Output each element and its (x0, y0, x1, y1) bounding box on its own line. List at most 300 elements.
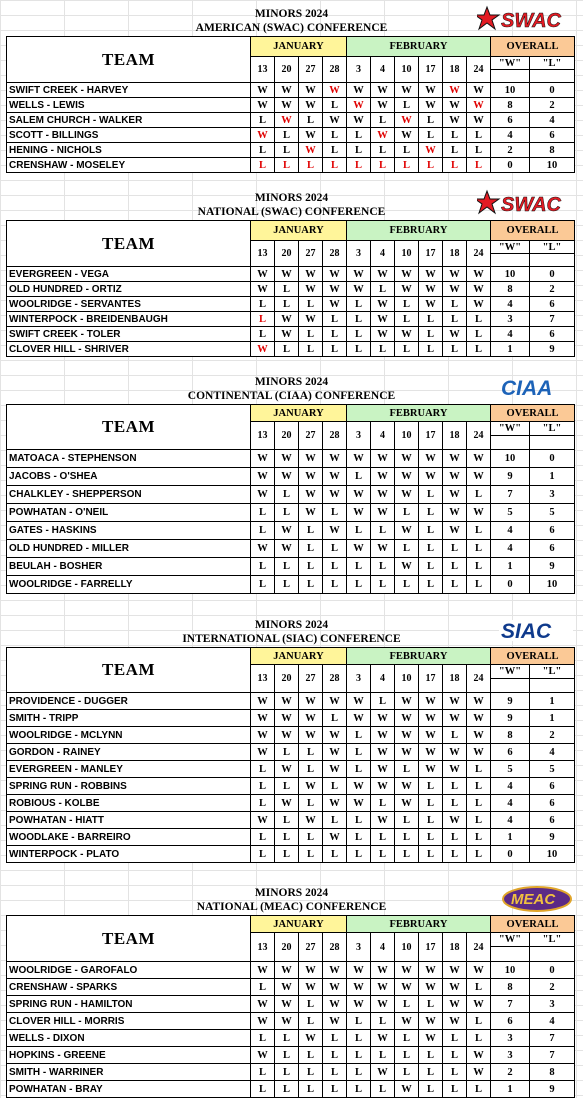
svg-text:MEAC: MEAC (511, 891, 556, 908)
team-name: BEULAH - BOSHER (7, 558, 251, 576)
game-result: W (299, 962, 323, 979)
game-result: L (395, 1064, 419, 1081)
conference-section (0, 616, 583, 863)
team-name: WELLS - LEWIS (7, 98, 251, 113)
conference-name: NATIONAL (SWAC) CONFERENCE (197, 206, 386, 218)
game-result: W (323, 693, 347, 710)
game-result: L (347, 576, 371, 594)
day-header: 27 (299, 241, 323, 267)
wins-total: 6 (491, 113, 530, 128)
losses-total: 7 (530, 312, 575, 327)
game-result: L (299, 1064, 323, 1081)
game-result: L (299, 846, 323, 863)
game-result: L (275, 1081, 299, 1098)
game-result: L (395, 342, 419, 357)
game-result: W (299, 504, 323, 522)
game-result: W (347, 979, 371, 996)
game-result: L (395, 1047, 419, 1064)
game-result: L (395, 761, 419, 778)
game-result: L (395, 996, 419, 1013)
game-result: W (395, 486, 419, 504)
game-result: W (275, 450, 299, 468)
game-result: W (443, 327, 467, 342)
wins-total: 6 (491, 1013, 530, 1030)
game-result: W (419, 744, 443, 761)
table-row (7, 312, 575, 327)
team-name: EVERGREEN - VEGA (7, 267, 251, 282)
team-name: JACOBS - O'SHEA (7, 468, 251, 486)
game-result: W (299, 83, 323, 98)
game-result: W (371, 504, 395, 522)
losses-total: 9 (530, 342, 575, 357)
table-row (7, 727, 575, 744)
team-name: OLD HUNDRED - MILLER (7, 540, 251, 558)
game-result: W (323, 83, 347, 98)
game-result: W (323, 727, 347, 744)
day-header: 4 (371, 241, 395, 267)
game-result: W (395, 450, 419, 468)
losses-total: 0 (530, 450, 575, 468)
team-name: EVERGREEN - MANLEY (7, 761, 251, 778)
game-result: L (347, 297, 371, 312)
february-header: FEBRUARY (347, 37, 491, 57)
game-result: L (299, 342, 323, 357)
game-result: W (251, 962, 275, 979)
day-header: 10 (395, 241, 419, 267)
section-title: MINORS 2024 (254, 376, 329, 388)
game-result: W (251, 812, 275, 829)
game-result: L (347, 761, 371, 778)
game-result: W (323, 282, 347, 297)
overall-header: OVERALL (491, 916, 575, 933)
game-result: L (251, 829, 275, 846)
day-header: 3 (347, 422, 371, 450)
table-row (7, 1047, 575, 1064)
day-header: 4 (371, 665, 395, 693)
game-result: W (371, 128, 395, 143)
game-result: L (299, 996, 323, 1013)
game-result: W (323, 829, 347, 846)
game-result: W (371, 297, 395, 312)
game-result: L (323, 1030, 347, 1047)
day-header: 17 (419, 422, 443, 450)
game-result: W (299, 727, 323, 744)
game-result: W (371, 727, 395, 744)
game-result: L (299, 297, 323, 312)
game-result: W (419, 962, 443, 979)
losses-total: 1 (530, 693, 575, 710)
table-row (7, 558, 575, 576)
game-result: W (275, 312, 299, 327)
team-name: CLOVER HILL - MORRIS (7, 1013, 251, 1030)
game-result: L (275, 128, 299, 143)
game-result: W (443, 979, 467, 996)
game-result: W (395, 522, 419, 540)
losses-total: 9 (530, 558, 575, 576)
wins-total: 5 (491, 504, 530, 522)
game-result: W (443, 113, 467, 128)
game-result: W (395, 113, 419, 128)
day-header: 10 (395, 57, 419, 83)
team-name: POWHATAN - HIATT (7, 812, 251, 829)
losses-total: 2 (530, 282, 575, 297)
game-result: W (323, 761, 347, 778)
game-result: L (419, 342, 443, 357)
day-header: 3 (347, 665, 371, 693)
losses-total: 6 (530, 795, 575, 812)
game-result: L (371, 113, 395, 128)
standings-table (6, 647, 575, 863)
wins-header: "W" (491, 57, 530, 70)
header-spacer-cell (530, 70, 575, 83)
game-result: L (323, 812, 347, 829)
losses-total: 5 (530, 761, 575, 778)
game-result: L (299, 1081, 323, 1098)
table-row (7, 342, 575, 357)
game-result: L (467, 558, 491, 576)
day-header: 17 (419, 665, 443, 693)
game-result: L (371, 1013, 395, 1030)
table-row (7, 1064, 575, 1081)
game-result: W (443, 1013, 467, 1030)
game-result: L (251, 846, 275, 863)
game-result: L (419, 996, 443, 1013)
day-header: 18 (443, 241, 467, 267)
losses-total: 2 (530, 979, 575, 996)
game-result: L (419, 486, 443, 504)
day-header: 13 (251, 241, 275, 267)
game-result: W (395, 327, 419, 342)
day-header: 18 (443, 933, 467, 962)
wins-total: 9 (491, 710, 530, 727)
day-header: 28 (323, 422, 347, 450)
game-result: L (323, 504, 347, 522)
table-row (7, 143, 575, 158)
game-result: W (299, 450, 323, 468)
game-result: W (419, 693, 443, 710)
table-row (7, 962, 575, 979)
game-result: L (419, 312, 443, 327)
game-result: W (443, 996, 467, 1013)
game-result: L (371, 576, 395, 594)
game-result: W (323, 962, 347, 979)
day-header: 28 (323, 665, 347, 693)
conference-name: CONTINENTAL (CIAA) CONFERENCE (187, 390, 396, 402)
game-result: L (419, 778, 443, 795)
game-result: L (419, 576, 443, 594)
game-result: W (251, 996, 275, 1013)
game-result: L (395, 312, 419, 327)
game-result: W (467, 727, 491, 744)
game-result: L (323, 327, 347, 342)
header-spacer-cell (530, 436, 575, 450)
game-result: W (251, 450, 275, 468)
day-header: 27 (299, 665, 323, 693)
game-result: W (395, 979, 419, 996)
table-row (7, 450, 575, 468)
svg-text:SWAC: SWAC (501, 194, 561, 216)
game-result: L (467, 812, 491, 829)
wins-total: 9 (491, 693, 530, 710)
section-title: MINORS 2024 (254, 8, 329, 20)
losses-total: 1 (530, 468, 575, 486)
overall-header: OVERALL (491, 37, 575, 57)
table-row (7, 693, 575, 710)
game-result: W (371, 979, 395, 996)
day-header: 27 (299, 933, 323, 962)
game-result: L (323, 1081, 347, 1098)
day-header: 3 (347, 933, 371, 962)
wins-total: 1 (491, 1081, 530, 1098)
day-header: 13 (251, 57, 275, 83)
game-result: W (251, 693, 275, 710)
game-result: W (299, 267, 323, 282)
game-result: L (299, 744, 323, 761)
wins-total: 2 (491, 1064, 530, 1081)
game-result: L (275, 143, 299, 158)
game-result: W (299, 312, 323, 327)
game-result: W (347, 83, 371, 98)
game-result: W (347, 778, 371, 795)
game-result: W (299, 979, 323, 996)
header-spacer-cell (530, 947, 575, 962)
game-result: W (275, 710, 299, 727)
game-result: L (299, 558, 323, 576)
game-result: L (275, 342, 299, 357)
game-result: W (443, 744, 467, 761)
game-result: W (323, 522, 347, 540)
game-result: L (443, 558, 467, 576)
wins-total: 4 (491, 327, 530, 342)
wins-total: 1 (491, 829, 530, 846)
game-result: W (275, 761, 299, 778)
day-header: 10 (395, 933, 419, 962)
team-header: TEAM (7, 37, 251, 83)
game-result: L (251, 327, 275, 342)
game-result: W (299, 778, 323, 795)
game-result: W (467, 504, 491, 522)
game-result: L (371, 558, 395, 576)
game-result: W (323, 486, 347, 504)
section-title: MINORS 2024 (254, 887, 329, 899)
game-result: W (419, 468, 443, 486)
overall-header: OVERALL (491, 648, 575, 665)
game-result: L (251, 312, 275, 327)
header-spacer-cell (491, 436, 530, 450)
game-result: W (443, 962, 467, 979)
game-result: W (275, 327, 299, 342)
game-result: L (419, 540, 443, 558)
game-result: L (419, 846, 443, 863)
game-result: W (419, 83, 443, 98)
game-result: W (395, 962, 419, 979)
game-result: W (467, 744, 491, 761)
wins-total: 8 (491, 282, 530, 297)
game-result: L (347, 522, 371, 540)
game-result: W (467, 113, 491, 128)
game-result: W (443, 522, 467, 540)
game-result: W (275, 795, 299, 812)
svg-text:SWAC: SWAC (501, 10, 561, 32)
game-result: W (443, 450, 467, 468)
game-result: W (371, 744, 395, 761)
team-name: GATES - HASKINS (7, 522, 251, 540)
game-result: L (299, 576, 323, 594)
game-result: L (419, 1047, 443, 1064)
game-result: L (347, 1081, 371, 1098)
game-result: L (347, 143, 371, 158)
game-result: L (371, 158, 395, 173)
day-header: 3 (347, 57, 371, 83)
day-header: 17 (419, 241, 443, 267)
game-result: W (467, 267, 491, 282)
game-result: L (323, 576, 347, 594)
wins-total: 8 (491, 979, 530, 996)
game-result: W (275, 83, 299, 98)
game-result: L (347, 558, 371, 576)
conference-name: AMERICAN (SWAC) CONFERENCE (195, 22, 388, 34)
game-result: L (251, 1081, 275, 1098)
game-result: W (251, 98, 275, 113)
game-result: W (395, 267, 419, 282)
team-name: SPRING RUN - HAMILTON (7, 996, 251, 1013)
losses-total: 6 (530, 128, 575, 143)
game-result: W (395, 710, 419, 727)
standings-table (6, 915, 575, 1098)
game-result: L (251, 113, 275, 128)
game-result: W (275, 522, 299, 540)
game-result: L (443, 1030, 467, 1047)
losses-total: 4 (530, 744, 575, 761)
game-result: W (251, 267, 275, 282)
team-name: ROBIOUS - KOLBE (7, 795, 251, 812)
game-result: L (467, 522, 491, 540)
game-result: W (275, 113, 299, 128)
game-result: W (347, 282, 371, 297)
game-result: L (347, 727, 371, 744)
wins-total: 6 (491, 744, 530, 761)
game-result: L (251, 1030, 275, 1047)
game-result: L (467, 778, 491, 795)
game-result: L (443, 342, 467, 357)
day-header: 20 (275, 665, 299, 693)
game-result: W (275, 962, 299, 979)
overall-header: OVERALL (491, 405, 575, 422)
game-result: W (251, 468, 275, 486)
game-result: L (395, 812, 419, 829)
game-result: W (467, 1047, 491, 1064)
game-result: W (467, 450, 491, 468)
game-result: L (371, 693, 395, 710)
month-header-row (7, 37, 575, 57)
game-result: L (467, 342, 491, 357)
losses-header: "L" (530, 665, 575, 679)
team-name: SWIFT CREEK - HARVEY (7, 83, 251, 98)
game-result: L (251, 979, 275, 996)
game-result: L (275, 486, 299, 504)
game-result: L (371, 829, 395, 846)
game-result: W (275, 693, 299, 710)
game-result: W (467, 297, 491, 312)
day-header: 17 (419, 57, 443, 83)
game-result: W (299, 486, 323, 504)
january-header: JANUARY (251, 221, 347, 241)
game-result: W (275, 979, 299, 996)
game-result: L (443, 1081, 467, 1098)
game-result: L (299, 761, 323, 778)
team-name: WOOLRIDGE - FARRELLY (7, 576, 251, 594)
wins-total: 4 (491, 128, 530, 143)
losses-total: 3 (530, 996, 575, 1013)
game-result: W (395, 128, 419, 143)
day-header: 27 (299, 422, 323, 450)
game-result: W (443, 83, 467, 98)
conference-section (0, 5, 583, 173)
day-header: 27 (299, 57, 323, 83)
game-result: L (347, 1013, 371, 1030)
game-result: L (371, 1081, 395, 1098)
day-header: 20 (275, 933, 299, 962)
february-header: FEBRUARY (347, 221, 491, 241)
game-result: L (467, 486, 491, 504)
game-result: W (395, 778, 419, 795)
game-result: L (347, 342, 371, 357)
game-result: W (323, 979, 347, 996)
game-result: L (323, 158, 347, 173)
game-result: W (371, 962, 395, 979)
game-result: L (467, 795, 491, 812)
day-header: 13 (251, 933, 275, 962)
wins-total: 7 (491, 996, 530, 1013)
game-result: L (467, 1081, 491, 1098)
game-result: L (395, 158, 419, 173)
losses-total: 7 (530, 1030, 575, 1047)
game-result: W (395, 558, 419, 576)
game-result: L (299, 113, 323, 128)
game-result: W (419, 1013, 443, 1030)
game-result: L (347, 158, 371, 173)
team-name: CLOVER HILL - SHRIVER (7, 342, 251, 357)
wins-total: 9 (491, 468, 530, 486)
losses-total: 2 (530, 727, 575, 744)
team-name: SMITH - TRIPP (7, 710, 251, 727)
table-row (7, 846, 575, 863)
game-result: L (419, 1081, 443, 1098)
team-name: SALEM CHURCH - WALKER (7, 113, 251, 128)
day-header: 24 (467, 57, 491, 83)
conference-section (0, 189, 583, 357)
game-result: W (251, 1047, 275, 1064)
game-result: L (251, 761, 275, 778)
team-name: POWHATAN - O'NEIL (7, 504, 251, 522)
losses-total: 8 (530, 143, 575, 158)
game-result: W (443, 267, 467, 282)
game-result: W (467, 996, 491, 1013)
game-result: L (395, 297, 419, 312)
table-row (7, 778, 575, 795)
game-result: L (419, 128, 443, 143)
team-header: TEAM (7, 916, 251, 962)
header-spacer-cell (491, 679, 530, 693)
game-result: W (419, 143, 443, 158)
game-result: W (443, 486, 467, 504)
table-row (7, 128, 575, 143)
table-row (7, 710, 575, 727)
game-result: L (371, 342, 395, 357)
wins-total: 1 (491, 558, 530, 576)
game-result: W (347, 450, 371, 468)
wins-total: 4 (491, 778, 530, 795)
